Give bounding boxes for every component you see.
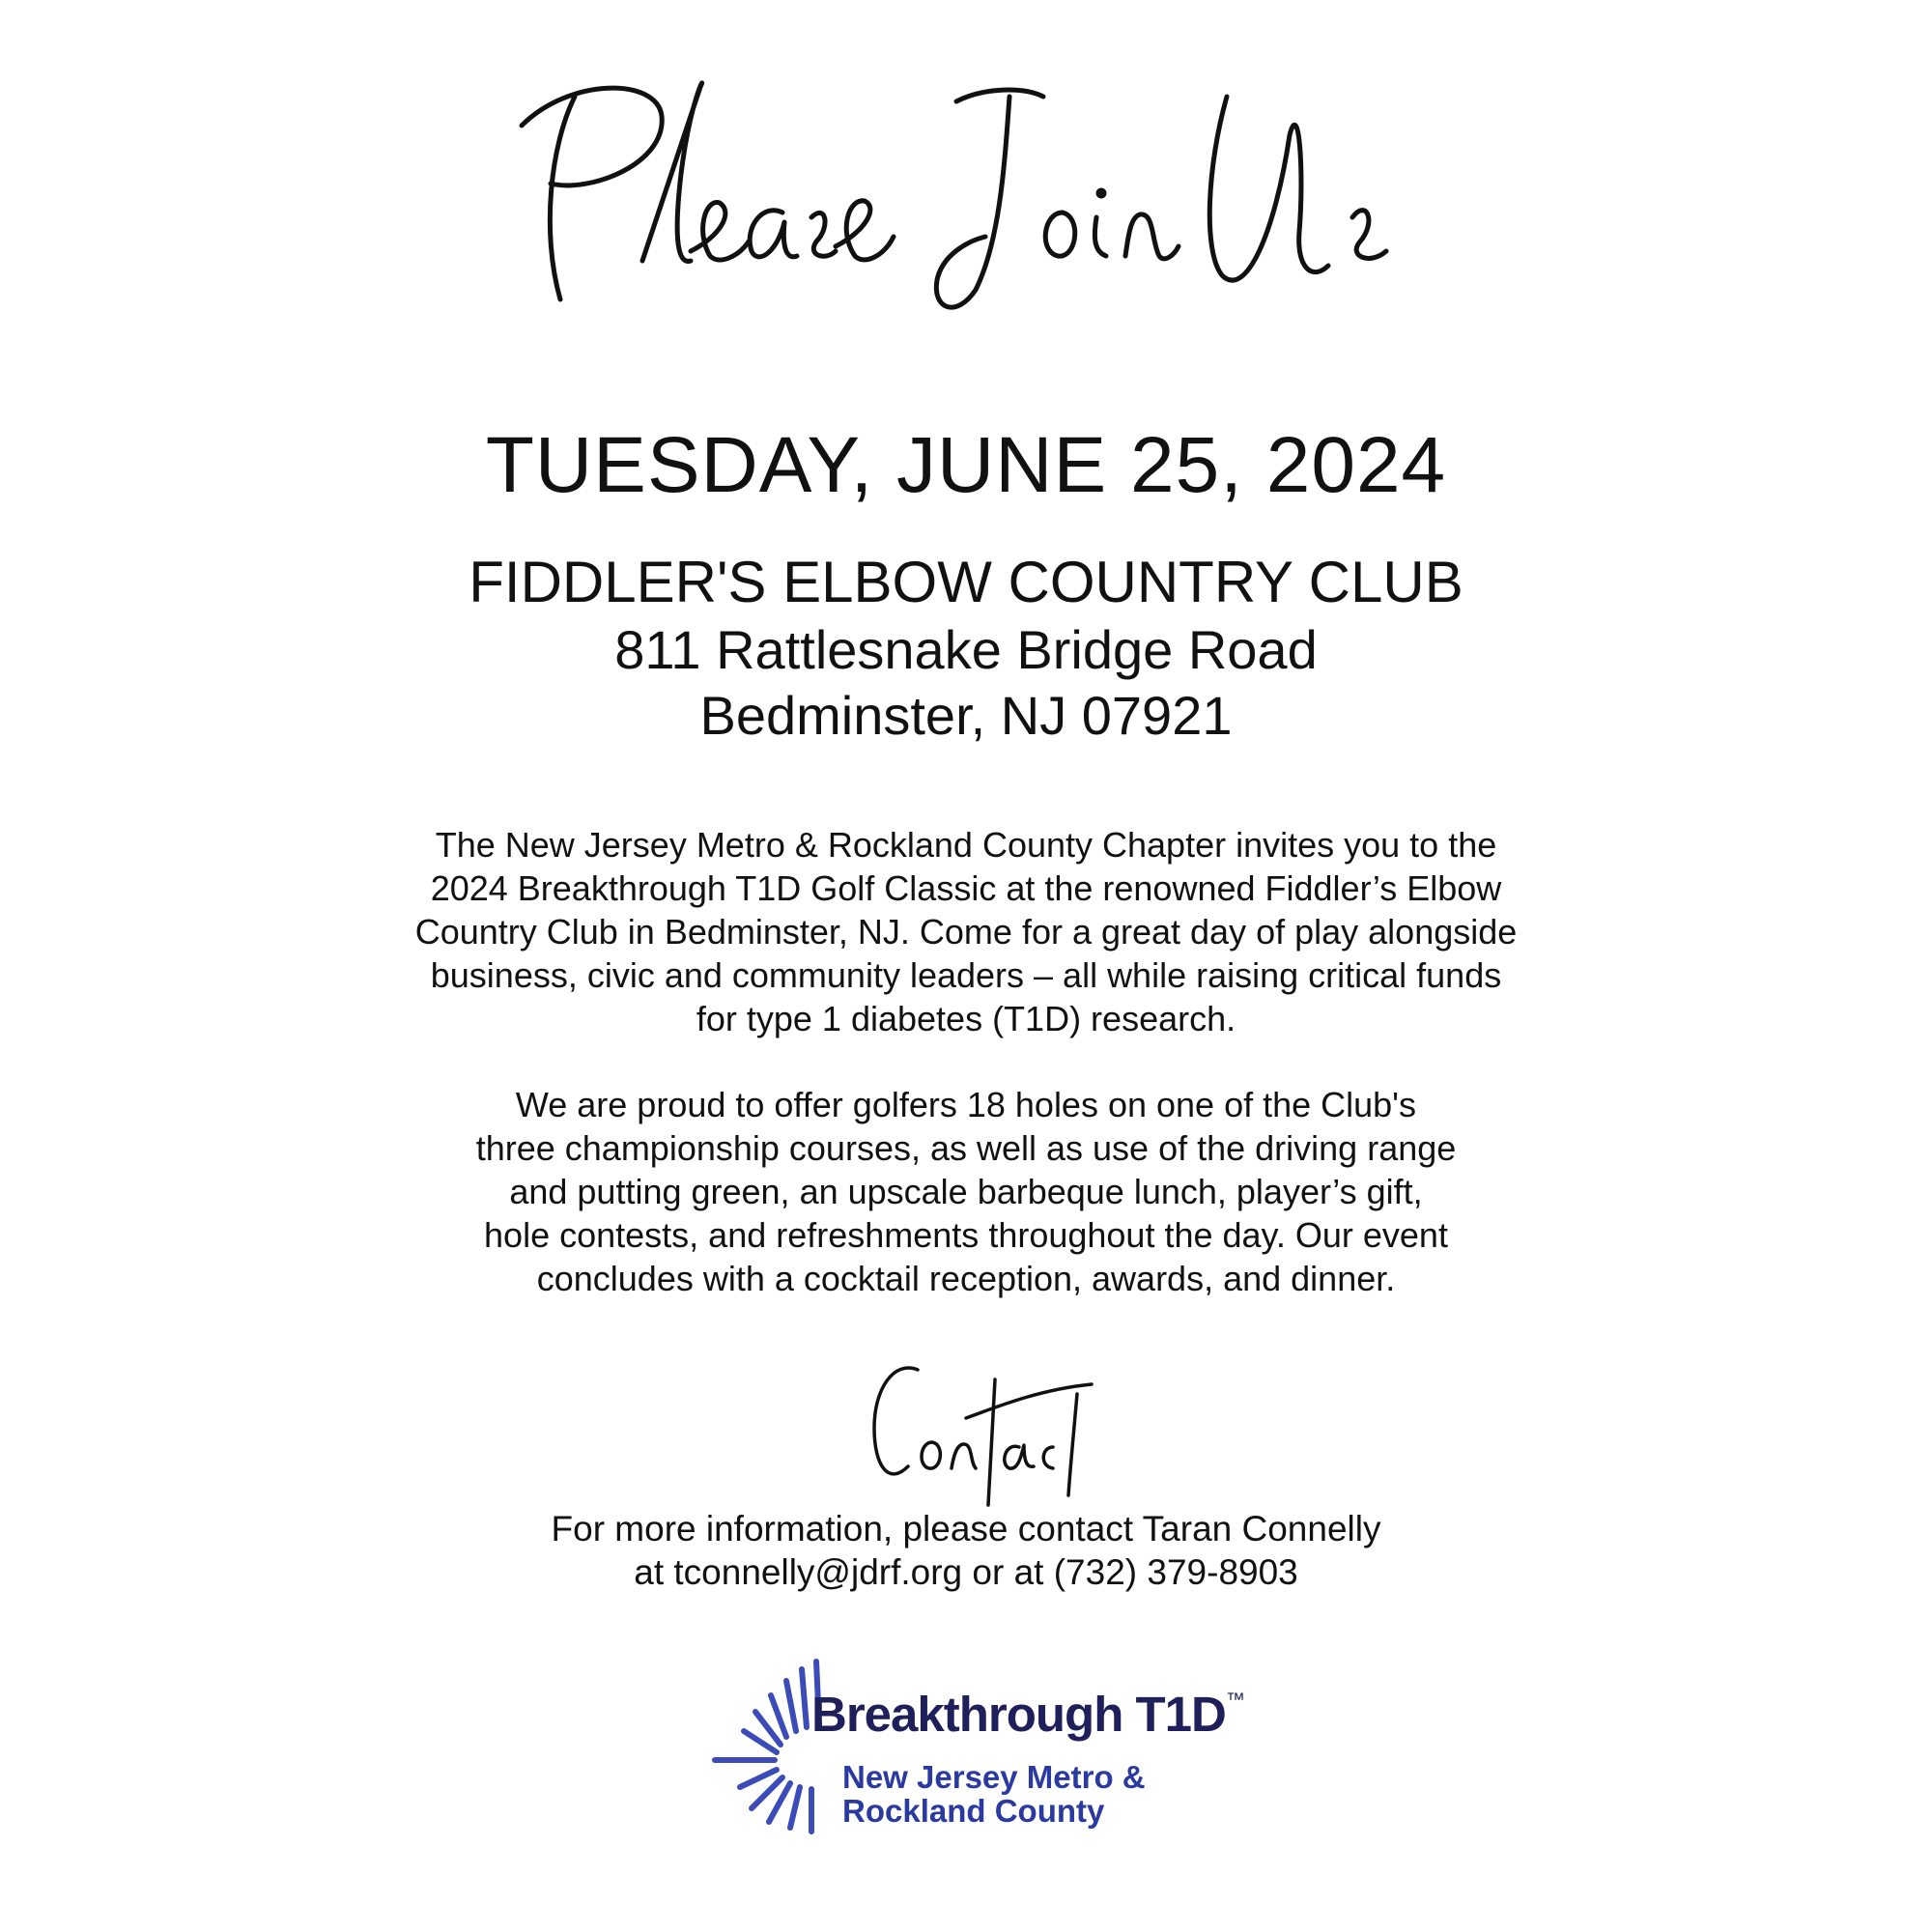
breakthrough-t1d-logo bbox=[705, 1642, 1285, 1855]
trademark-symbol: ™ bbox=[1225, 1690, 1244, 1711]
venue-address-street: 811 Rattlesnake Bridge Road bbox=[614, 619, 1318, 680]
event-date: TUESDAY, JUNE 25, 2024 bbox=[485, 421, 1447, 509]
paragraph-line: concludes with a cocktail reception, awards, and dinner. bbox=[536, 1259, 1396, 1298]
contact-info bbox=[386, 1507, 1546, 1594]
contact-script-artwork bbox=[850, 1350, 1140, 1515]
brand-name bbox=[811, 1686, 1244, 1743]
offerings-paragraph bbox=[328, 1083, 1604, 1300]
invitation-paragraph bbox=[328, 823, 1604, 1040]
paragraph-line: Country Club in Bedminster, NJ. Come for a great day of play alongside bbox=[414, 912, 1518, 952]
paragraph-line: and putting green, an upscale barbeque lunch, player’s gift, bbox=[509, 1172, 1423, 1211]
paragraph-line: We are proud to offer golfers 18 holes on one of the Club's bbox=[515, 1085, 1417, 1124]
brand-text: Breakthrough T1D bbox=[811, 1687, 1226, 1742]
script-heading-artwork bbox=[483, 58, 1449, 348]
paragraph-line: business, civic and community leaders – all while raising critical funds bbox=[430, 955, 1502, 995]
paragraph-line: 2024 Breakthrough T1D Golf Classic at the renowned Fiddler’s Elbow bbox=[430, 868, 1502, 908]
event-venue: FIDDLER'S ELBOW COUNTRY CLUB bbox=[469, 550, 1463, 614]
contact-line: For more information, please contact Taran Connelly bbox=[551, 1509, 1381, 1548]
venue-address-city: Bedminster, NJ 07921 bbox=[699, 685, 1233, 746]
contact-line: at tconnelly@jdrf.org or at (732) 379-8903 bbox=[634, 1552, 1298, 1592]
chapter-line: New Jersey Metro & bbox=[842, 1759, 1146, 1795]
paragraph-line: three championship courses, as well as use of the driving range bbox=[475, 1128, 1457, 1168]
paragraph-line: for type 1 diabetes (T1D) research. bbox=[696, 999, 1236, 1038]
paragraph-line: hole contests, and refreshments throughout the day. Our event bbox=[484, 1215, 1448, 1255]
script-heading-please-join-us bbox=[483, 58, 1449, 348]
chapter-name bbox=[842, 1760, 1146, 1828]
chapter-line: Rockland County bbox=[842, 1793, 1105, 1829]
paragraph-line: The New Jersey Metro & Rockland County Chapter invites you to the bbox=[435, 825, 1497, 865]
script-heading-contact bbox=[850, 1350, 1140, 1515]
